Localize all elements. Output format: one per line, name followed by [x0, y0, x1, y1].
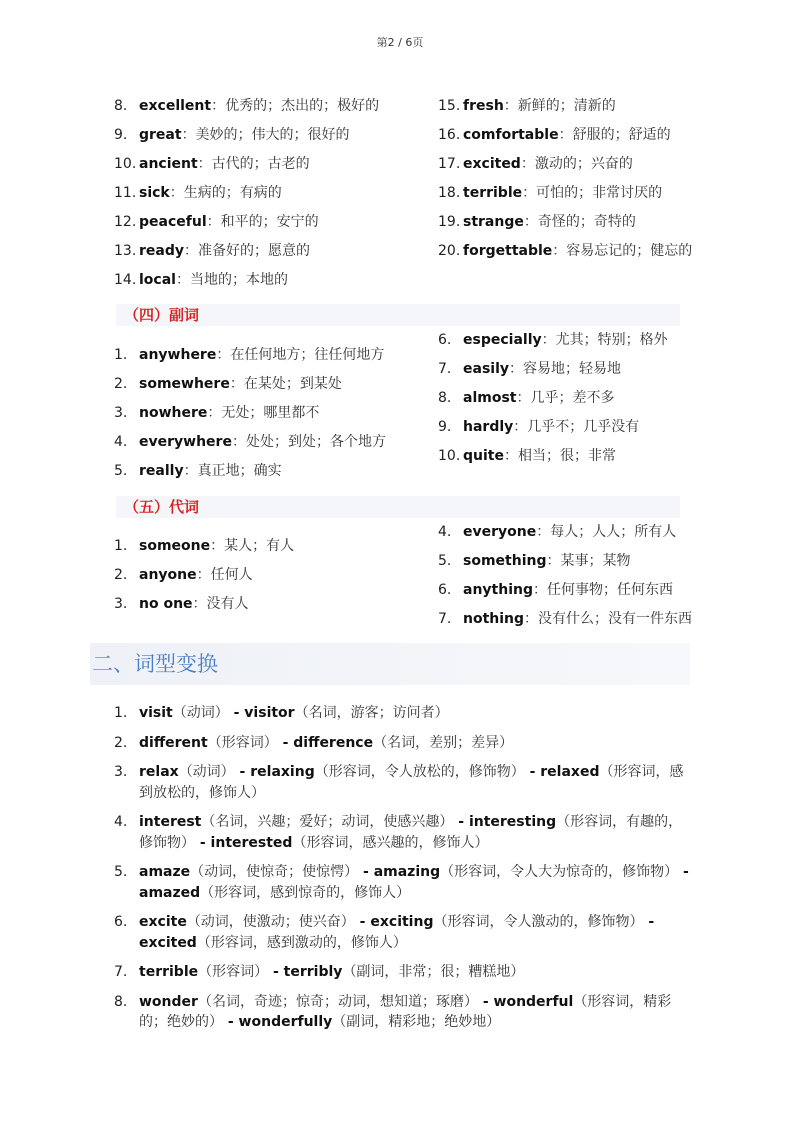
vocab-meaning: ：可怕的；非常讨厌的	[522, 185, 663, 201]
item-number: 17.	[438, 156, 461, 172]
vocab-meaning: ：某事；某物	[546, 553, 631, 569]
vocab-word: anyone	[139, 567, 197, 583]
vocab-word: anywhere	[139, 347, 217, 363]
adjectives-list-right	[438, 92, 692, 266]
page-number: 第2 / 6页	[376, 36, 424, 49]
item-number: 8.	[438, 390, 452, 406]
vocab-item	[114, 428, 386, 457]
vocab-meaning: ：处处；到处；各个地方	[231, 434, 386, 450]
vocab-word: almost	[463, 390, 517, 406]
vocab-item	[438, 150, 692, 179]
item-number: 2.	[114, 567, 128, 583]
item-number: 5.	[114, 864, 128, 880]
item-number: 7.	[114, 964, 128, 980]
word-form: relax	[139, 764, 179, 780]
word-form-text	[139, 703, 694, 724]
word-form-item	[114, 762, 694, 803]
word-form: different	[139, 734, 208, 751]
vocab-meaning: ：美妙的；伟大的；很好的	[181, 127, 350, 143]
word-form-text	[139, 733, 694, 754]
vocab-word: somewhere	[139, 376, 230, 392]
word-form: - amazing	[358, 864, 441, 880]
adverbs-list-right	[438, 326, 668, 471]
item-number: 5.	[114, 463, 128, 479]
word-form-note: （形容词，感兴趣的，修饰人）	[292, 834, 489, 851]
word-form-note: （形容词）	[207, 734, 278, 751]
vocab-meaning: ：任何事物；任何东西	[533, 582, 673, 598]
item-number: 6.	[438, 332, 452, 348]
vocab-meaning: ：相当；很；非常	[503, 448, 616, 464]
word-form-item	[114, 733, 694, 754]
word-form: - terribly	[268, 964, 343, 980]
word-form: visit	[139, 705, 173, 721]
vocab-meaning: ：新鲜的；清新的	[503, 98, 616, 114]
vocab-meaning: ：无处；哪里都不	[207, 405, 320, 421]
item-number: 2.	[114, 734, 128, 751]
vocab-meaning: ：在某处；到某处	[229, 376, 342, 392]
word-form: - visitor	[228, 705, 295, 721]
word-forms-list	[114, 703, 694, 1042]
word-form: - exciting	[354, 914, 434, 930]
word-form-note: （动词）	[172, 705, 229, 721]
item-number: 3.	[114, 764, 128, 780]
vocab-meaning: ：生病的；有病的	[169, 185, 282, 201]
word-form: excite	[139, 914, 187, 930]
word-form-note: （形容词）	[198, 964, 269, 980]
item-number: 8.	[114, 993, 128, 1010]
vocab-item	[438, 605, 692, 634]
word-form: - interesting	[453, 814, 557, 830]
vocab-word: excited	[463, 156, 521, 172]
vocab-word: fresh	[463, 98, 504, 114]
word-form-note: （形容词，令人放松的，修饰物）	[314, 764, 525, 780]
vocab-word: nothing	[463, 611, 525, 627]
vocab-meaning: ：准备好的；愿意的	[184, 243, 310, 259]
item-number: 10.	[114, 156, 137, 172]
word-form: amaze	[139, 864, 191, 880]
item-number: 3.	[114, 596, 128, 612]
vocab-item	[438, 384, 668, 413]
vocab-item	[114, 208, 379, 237]
word-form-item	[114, 912, 694, 953]
word-form-note: （名词，游客；访问者）	[294, 705, 449, 721]
item-number: 16.	[438, 127, 461, 143]
item-number: 6.	[438, 582, 452, 598]
vocab-word: easily	[463, 361, 509, 377]
item-number: 7.	[438, 611, 452, 627]
word-form-note: （形容词，感到放松的，修饰人）	[139, 764, 684, 801]
vocab-meaning: ：古代的；古老的	[197, 156, 310, 172]
vocab-item	[114, 457, 386, 486]
vocab-word: sick	[139, 185, 170, 201]
word-form-note: （形容词，令人激动的，修饰物）	[433, 914, 644, 930]
vocab-item	[114, 121, 379, 150]
vocab-meaning: ：每人；人人；所有人	[536, 524, 677, 540]
item-number: 11.	[114, 185, 137, 201]
vocab-item	[114, 590, 294, 619]
item-number: 8.	[114, 98, 128, 114]
word-form-text	[139, 962, 694, 983]
vocab-meaning: ：舒服的；舒适的	[558, 127, 671, 143]
item-number: 5.	[438, 553, 452, 569]
pronouns-list-right	[438, 518, 692, 634]
vocab-word: something	[463, 553, 547, 569]
item-number: 3.	[114, 405, 128, 421]
vocab-item	[114, 266, 379, 295]
section-heading-word-forms: 二、词型变换	[90, 643, 690, 685]
word-form-note: （名词，兴趣；爱好；动词，使感兴趣）	[201, 814, 454, 830]
vocab-word: hardly	[463, 419, 514, 435]
word-form: - amazed	[139, 864, 689, 901]
vocab-word: really	[139, 463, 184, 479]
vocab-meaning: ：没有人	[192, 596, 249, 612]
vocab-item	[114, 150, 379, 179]
word-form: - wonderful	[477, 993, 574, 1010]
item-number: 1.	[114, 705, 128, 721]
vocab-item	[114, 561, 294, 590]
word-form-note: （动词）	[178, 764, 235, 780]
item-number: 1.	[114, 538, 128, 554]
vocab-item	[438, 518, 692, 547]
item-number: 13.	[114, 243, 137, 259]
vocab-word: no one	[139, 596, 193, 612]
word-form-note: （形容词，感到激动的，修饰人）	[196, 934, 407, 951]
item-number: 4.	[114, 814, 128, 830]
word-form-item	[114, 862, 694, 903]
word-form-note: （动词，使激动；使兴奋）	[186, 914, 355, 930]
item-number: 9.	[438, 419, 452, 435]
item-number: 15.	[438, 98, 461, 114]
word-form: wonder	[139, 993, 198, 1010]
word-form-note: （形容词，令人大为惊奇的，修饰物）	[440, 864, 679, 880]
word-form-note: （名词，奇迹；惊奇；动词，想知道；琢磨）	[197, 993, 478, 1010]
section-heading-pronouns: （五）代词	[116, 496, 680, 518]
word-form-text	[139, 762, 694, 803]
vocab-item	[438, 121, 692, 150]
word-form-item	[114, 703, 694, 724]
vocab-word: quite	[463, 448, 504, 464]
vocab-meaning: ：当地的；本地的	[175, 272, 288, 288]
vocab-item	[114, 341, 386, 370]
vocab-word: ready	[139, 243, 184, 259]
word-form: - relaxed	[524, 764, 600, 780]
vocab-item	[438, 237, 692, 266]
vocab-word: forgettable	[463, 243, 553, 259]
vocab-word: especially	[463, 332, 542, 348]
vocab-item	[438, 576, 692, 605]
item-number: 1.	[114, 347, 128, 363]
item-number: 14.	[114, 272, 137, 288]
word-form-note: （形容词，有趣的，修饰物）	[139, 814, 683, 851]
word-form-note: （副词，精彩地；绝妙地）	[332, 1014, 501, 1030]
vocab-item	[114, 532, 294, 561]
vocab-item	[438, 326, 668, 355]
item-number: 2.	[114, 376, 128, 392]
item-number: 6.	[114, 914, 128, 930]
vocab-word: everywhere	[139, 434, 232, 450]
vocab-meaning: ：优秀的；杰出的；极好的	[211, 98, 380, 114]
vocab-word: local	[139, 272, 176, 288]
vocab-item	[438, 179, 692, 208]
vocab-meaning: ：容易地；轻易地	[509, 361, 621, 377]
word-form-item	[114, 962, 694, 983]
vocab-meaning: ：奇怪的；奇特的	[523, 214, 636, 230]
vocab-meaning: ：真正地；确实	[183, 463, 282, 479]
vocab-meaning: ：容易忘记的；健忘的	[552, 243, 693, 259]
word-form: - excited	[139, 914, 655, 951]
pronouns-list-left	[114, 532, 294, 619]
word-form-text	[139, 812, 694, 853]
vocab-item	[438, 355, 668, 384]
item-number: 4.	[114, 434, 128, 450]
item-number: 9.	[114, 127, 128, 143]
item-number: 4.	[438, 524, 452, 540]
vocab-item	[114, 399, 386, 428]
vocab-item	[114, 92, 379, 121]
vocab-item	[438, 92, 692, 121]
word-form: - difference	[277, 734, 374, 751]
word-form: interest	[139, 814, 202, 830]
vocab-item	[438, 442, 668, 471]
vocab-item	[438, 208, 692, 237]
word-form: terrible	[139, 964, 199, 980]
vocab-word: great	[139, 127, 182, 143]
vocab-word: comfortable	[463, 127, 559, 143]
word-form-note: （动词，使惊奇；使惊愕）	[190, 864, 359, 880]
word-form: - relaxing	[234, 764, 315, 780]
adverbs-list-left	[114, 341, 386, 486]
vocab-meaning: ：没有什么；没有一件东西	[524, 611, 693, 627]
vocab-item	[438, 413, 668, 442]
vocab-word: terrible	[463, 185, 523, 201]
section-heading-adverbs: （四）副词	[116, 304, 680, 326]
vocab-word: peaceful	[139, 214, 207, 230]
vocab-word: someone	[139, 538, 211, 554]
word-form-note: （名词，差别；差异）	[373, 734, 514, 751]
word-form-text	[139, 992, 694, 1033]
vocab-item	[114, 370, 386, 399]
vocab-word: nowhere	[139, 405, 208, 421]
word-form: - wonderfully	[223, 1014, 333, 1030]
vocab-meaning: ：和平的；安宁的	[206, 214, 319, 230]
vocab-word: ancient	[139, 156, 198, 172]
word-form-item	[114, 992, 694, 1033]
item-number: 10.	[438, 448, 461, 464]
vocab-meaning: ：激动的；兴奋的	[520, 156, 633, 172]
vocab-meaning: ：几乎；差不多	[516, 390, 615, 406]
vocab-meaning: ：尤其；特别；格外	[541, 332, 668, 348]
vocab-meaning: ：在任何地方；往任何地方	[216, 347, 385, 363]
word-form: - interested	[195, 834, 293, 851]
item-number: 19.	[438, 214, 461, 230]
word-form-item	[114, 812, 694, 853]
adjectives-list-left	[114, 92, 379, 295]
vocab-word: everyone	[463, 524, 537, 540]
vocab-word: anything	[463, 582, 533, 598]
vocab-item	[114, 237, 379, 266]
item-number: 18.	[438, 185, 461, 201]
vocab-meaning: ：任何人	[196, 567, 253, 583]
vocab-word: excellent	[139, 98, 212, 114]
vocab-meaning: ：几乎不；几乎没有	[513, 419, 640, 435]
word-form-text	[139, 862, 694, 903]
word-form-text	[139, 912, 694, 953]
vocab-word: strange	[463, 214, 524, 230]
word-form-note: （形容词，精彩的；绝妙的）	[139, 993, 672, 1030]
vocab-item	[438, 547, 692, 576]
item-number: 7.	[438, 361, 452, 377]
word-form-note: （形容词，感到惊奇的，修饰人）	[200, 884, 411, 901]
item-number: 20.	[438, 243, 461, 259]
vocab-item	[114, 179, 379, 208]
item-number: 12.	[114, 214, 137, 230]
vocab-meaning: ：某人；有人	[210, 538, 295, 554]
word-form-note: （副词，非常；很；糟糕地）	[342, 964, 525, 980]
